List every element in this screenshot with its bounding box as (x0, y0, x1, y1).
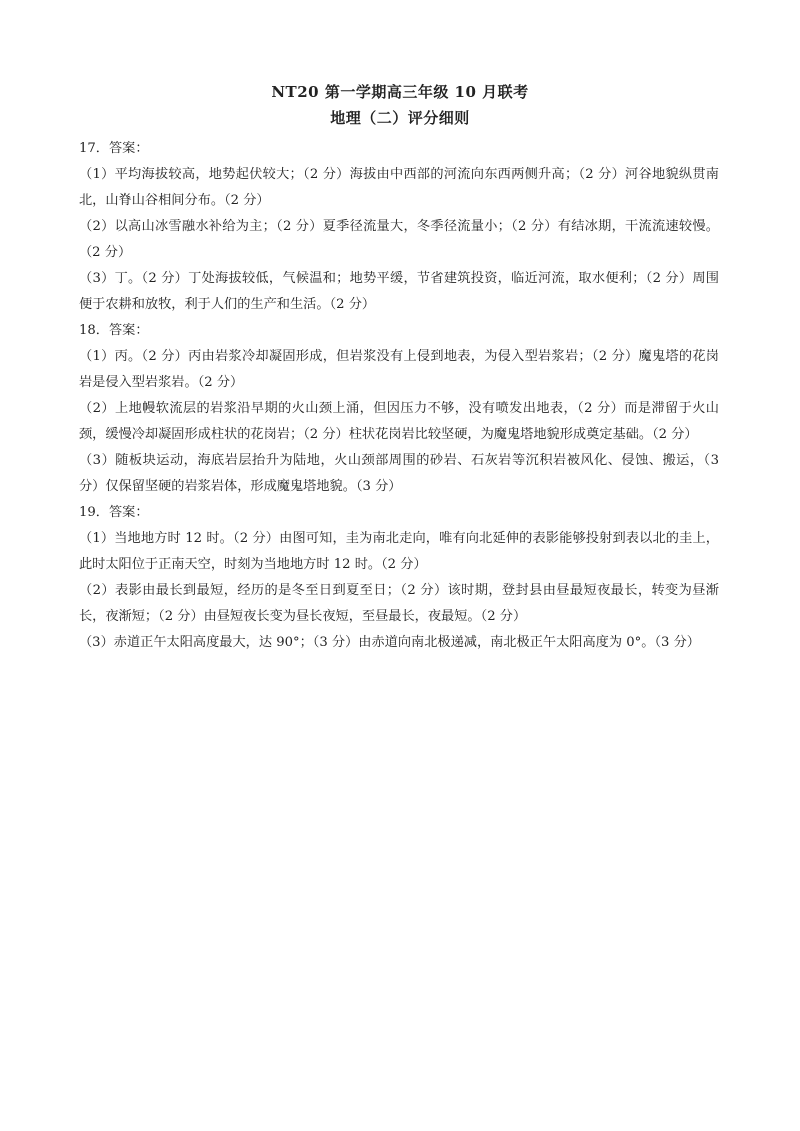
question-19 (79, 500, 719, 656)
answer-paragraph: （3）随板块运动，海底岩层抬升为陆地，火山颈部周围的砂岩、石灰岩等沉积岩被风化、侵蚀、搬运，（3 分）仅保留坚硬的岩浆岩体，形成魔鬼塔地貌。（3 分） (79, 453, 719, 494)
answer-paragraph: （2）上地幔软流层的岩浆沿早期的火山颈上涌，但因压力不够，没有喷发出地表，（2 分）而是滞留于火山颈，缓慢冷却凝固形成柱状的花岗岩；（2 分）柱状花岗岩比较坚硬，为魔鬼塔地貌形成奠定基础。（2 分） (79, 401, 719, 442)
answer-content (79, 136, 719, 656)
answer-paragraph: （1）当地地方时 12 时。（2 分）由图可知，圭为南北走向，唯有向北延伸的表影能够投射到表以北的圭上，此时太阳位于正南天空，时刻为当地地方时 12 时。（2 分） (79, 531, 719, 572)
question-18 (79, 318, 719, 500)
answer-paragraph: （1）丙。（2 分）丙由岩浆冷却凝固形成，但岩浆没有上侵到地表，为侵入型岩浆岩；（2 分）魔鬼塔的花岗岩是侵入型岩浆岩。（2 分） (79, 349, 719, 390)
answer-paragraph: （1）平均海拔较高，地势起伏较大；（2 分）海拔由中西部的河流向东西两侧升高；（2 分）河谷地貌纵贯南北，山脊山谷相间分布。（2 分） (79, 167, 719, 208)
question-heading: 19．答案： (79, 505, 149, 520)
document-subtitle: 地理（二）评分细则 (330, 109, 470, 127)
document-title: NT20 第一学期高三年级 10 月联考 (271, 83, 529, 101)
answer-paragraph: （3）赤道正午太阳高度最大，达 90°；（3 分）由赤道向南北极递减，南北极正午太阳高度为 0°。（3 分） (79, 635, 700, 650)
question-17 (79, 136, 719, 318)
question-heading: 17．答案： (79, 141, 149, 156)
question-heading: 18．答案： (79, 323, 149, 338)
answer-paragraph: （3）丁。（2 分）丁处海拔较低，气候温和；地势平缓，节省建筑投资，临近河流，取水便利；（2 分）周围便于农耕和放牧，利于人们的生产和生活。（2 分） (79, 271, 719, 312)
answer-paragraph: （2）表影由最长到最短，经历的是冬至日到夏至日；（2 分）该时期，登封县由昼最短夜最长，转变为昼渐长，夜渐短；（2 分）由昼短夜长变为昼长夜短，至昼最长，夜最短。（2 分） (79, 583, 719, 624)
answer-paragraph: （2）以高山冰雪融水补给为主；（2 分）夏季径流量大，冬季径流量小；（2 分）有结冰期，干流流速较慢。（2 分） (79, 219, 719, 260)
